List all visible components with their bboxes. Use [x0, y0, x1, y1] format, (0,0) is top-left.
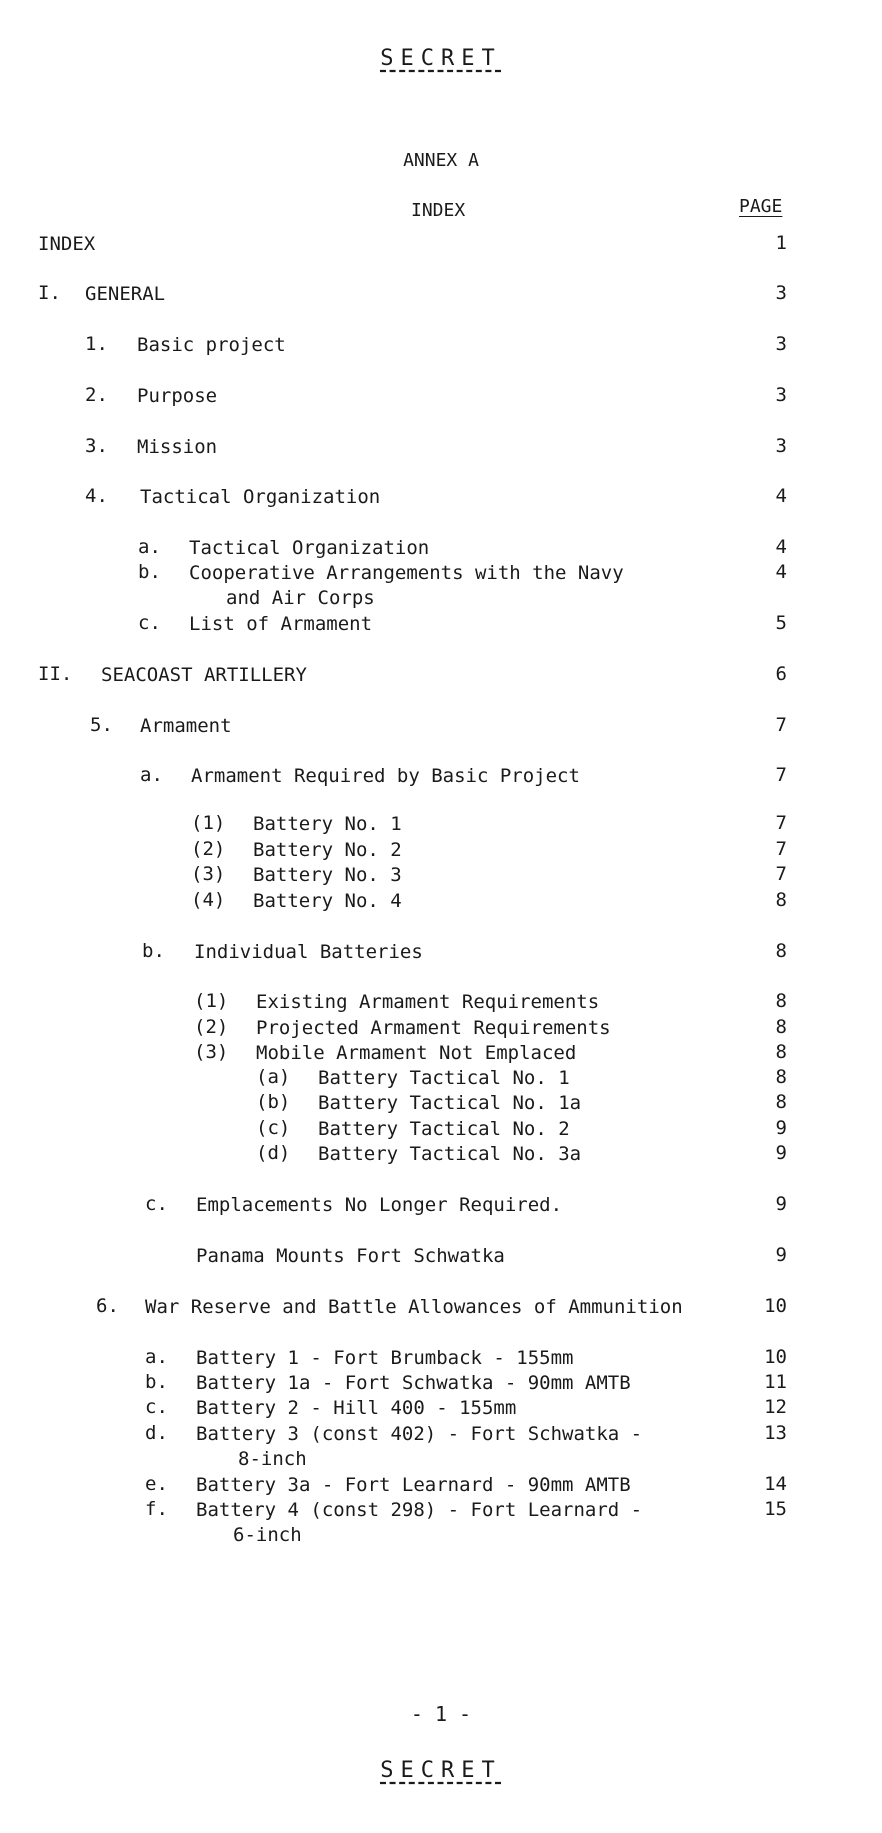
- toc-entry: [0, 1346, 882, 1371]
- toc-entry-number: c.: [138, 612, 161, 634]
- toc-entry-number: (2): [194, 1016, 229, 1038]
- toc-entry-number: II.: [38, 663, 73, 685]
- toc-entry-number: (a): [256, 1066, 291, 1088]
- toc-entry: [0, 889, 882, 914]
- toc-entry-title: Battery Tactical No. 1a: [318, 1092, 582, 1114]
- toc-entry: [0, 1117, 882, 1142]
- toc-entry-page-number: 3: [775, 333, 787, 355]
- toc-entry-number: e.: [145, 1473, 168, 1495]
- toc-entry-number: f.: [145, 1498, 168, 1520]
- toc-entry: [0, 863, 882, 888]
- toc-entry-number: I.: [38, 282, 61, 304]
- toc-entry-title: Emplacements No Longer Required.: [196, 1194, 563, 1216]
- toc-entry-page-number: 7: [775, 764, 787, 786]
- toc-entry-page-number: 4: [775, 561, 787, 583]
- toc-entry-page-number: 8: [775, 1091, 787, 1113]
- toc-entry-page-number: 8: [775, 990, 787, 1012]
- toc-entry-title: Battery No. 3: [253, 864, 402, 886]
- toc-entry-title: Armament: [140, 715, 232, 737]
- toc-entry-title: Panama Mounts Fort Schwatka: [196, 1245, 505, 1267]
- toc-entry-number: a.: [140, 764, 163, 786]
- toc-entry: [0, 1473, 882, 1498]
- toc-entry-title: List of Armament: [189, 613, 373, 635]
- toc-entry-page-number: 8: [775, 940, 787, 962]
- toc-entry-page-number: 9: [775, 1193, 787, 1215]
- toc-entry: [0, 1041, 882, 1066]
- toc-entry-title: Cooperative Arrangements with the Navy: [189, 562, 624, 584]
- toc-entry-title-continued: and Air Corps: [226, 587, 375, 609]
- toc-entry-title: Battery 3 (const 402) - Fort Schwatka -: [196, 1423, 643, 1445]
- toc-entry: [0, 384, 882, 409]
- toc-entry-title: Battery No. 2: [253, 839, 402, 861]
- toc-entry-page-number: 9: [775, 1244, 787, 1266]
- toc-entry-title: Projected Armament Requirements: [256, 1017, 611, 1039]
- toc-entry-number: (3): [194, 1041, 229, 1063]
- toc-entry-number: b.: [145, 1371, 168, 1393]
- toc-entry-title: Battery 3a - Fort Learnard - 90mm AMTB: [196, 1474, 631, 1496]
- toc-entry-page-number: 7: [775, 838, 787, 860]
- toc-entry: [0, 232, 882, 257]
- toc-entry-number: a.: [138, 536, 161, 558]
- toc-entry-page-number: 7: [775, 812, 787, 834]
- toc-entry-page-number: 7: [775, 863, 787, 885]
- classification-header: SECRET: [380, 46, 502, 71]
- toc-entry-number: (1): [194, 990, 229, 1012]
- toc-entry-number: 3.: [85, 435, 108, 457]
- toc-entry: [0, 1091, 882, 1116]
- toc-entry-page-number: 14: [764, 1473, 787, 1495]
- toc-entry-page-number: 8: [775, 889, 787, 911]
- toc-entry: [0, 1016, 882, 1041]
- toc-entry: [0, 940, 882, 965]
- toc-entry-title: Battery 2 - Hill 400 - 155mm: [196, 1397, 517, 1419]
- toc-entry: [0, 1066, 882, 1091]
- footer-page-number: - 1 -: [410, 1702, 472, 1726]
- toc-entry-number: b.: [142, 940, 165, 962]
- toc-entry-title: Existing Armament Requirements: [256, 991, 600, 1013]
- toc-entry: [0, 812, 882, 837]
- toc-entry-title: Mission: [137, 436, 218, 458]
- toc-entry-page-number: 9: [775, 1117, 787, 1139]
- toc-entry-title: SEACOAST ARTILLERY: [101, 664, 307, 686]
- toc-entry-title: Battery Tactical No. 1: [318, 1067, 570, 1089]
- toc-entry-page-number: 3: [775, 435, 787, 457]
- toc-entry-page-number: 7: [775, 714, 787, 736]
- toc-entry-number: (b): [256, 1091, 291, 1113]
- toc-entry: [0, 990, 882, 1015]
- toc-entry-page-number: 4: [775, 536, 787, 558]
- toc-entry-title: Battery Tactical No. 3a: [318, 1143, 582, 1165]
- toc-entry-number: 6.: [96, 1295, 119, 1317]
- toc-entry-title: Purpose: [137, 385, 218, 407]
- toc-entry-number: 5.: [90, 714, 113, 736]
- toc-entry-title: Basic project: [137, 334, 286, 356]
- toc-entry-page-number: 3: [775, 384, 787, 406]
- toc-entry: [0, 714, 882, 739]
- toc-entry: [0, 536, 882, 561]
- toc-entry-page-number: 10: [764, 1346, 787, 1368]
- toc-entry-title: Mobile Armament Not Emplaced: [256, 1042, 577, 1064]
- classification-footer: SECRET: [380, 1758, 502, 1783]
- toc-entry-number: (3): [191, 863, 226, 885]
- toc-entry-title: War Reserve and Battle Allowances of Ammunition: [145, 1296, 683, 1318]
- toc-entry-number: c.: [145, 1396, 168, 1418]
- toc-entry-title: Tactical Organization: [189, 537, 430, 559]
- toc-entry-title: Individual Batteries: [194, 941, 423, 963]
- toc-entry: [0, 1142, 882, 1167]
- toc-entry-page-number: 5: [775, 612, 787, 634]
- toc-entry-number: a.: [145, 1346, 168, 1368]
- toc-entry-page-number: 13: [764, 1422, 787, 1444]
- toc-entry-number: 2.: [85, 384, 108, 406]
- toc-entry-number: 4.: [85, 485, 108, 507]
- toc-entry-number: 1.: [85, 333, 108, 355]
- page-column-header: PAGE: [739, 196, 783, 217]
- toc-entry: [0, 1193, 882, 1218]
- toc-entry-title: Tactical Organization: [140, 486, 381, 508]
- toc-entry: [0, 764, 882, 789]
- toc-entry-number: (d): [256, 1142, 291, 1164]
- toc-entry-title: Battery No. 1: [253, 813, 402, 835]
- toc-entry: [0, 1422, 882, 1472]
- toc-entry-page-number: 10: [764, 1295, 787, 1317]
- toc-entry: [0, 612, 882, 637]
- toc-entry: [0, 663, 882, 688]
- toc-entry: [0, 1498, 882, 1548]
- toc-entry-number: d.: [145, 1422, 168, 1444]
- toc-entry: [0, 282, 882, 307]
- toc-entry: [0, 485, 882, 510]
- toc-entry: [0, 1396, 882, 1421]
- toc-entry: [0, 1371, 882, 1396]
- toc-entry: [0, 838, 882, 863]
- toc-entry-title-continued: 8-inch: [238, 1448, 307, 1470]
- annex-title: ANNEX A: [403, 150, 479, 171]
- toc-entry-page-number: 11: [764, 1371, 787, 1393]
- toc-entry-page-number: 6: [775, 663, 787, 685]
- toc-entry: [0, 1244, 882, 1269]
- toc-entry-title: Battery 1 - Fort Brumback - 155mm: [196, 1347, 574, 1369]
- index-title: INDEX: [411, 200, 466, 221]
- toc-entry-page-number: 15: [764, 1498, 787, 1520]
- toc-entry: [0, 561, 882, 611]
- toc-entry: [0, 333, 882, 358]
- toc-entry-page-number: 12: [764, 1396, 787, 1418]
- toc-entry-number: (c): [256, 1117, 291, 1139]
- toc-entry-title: Battery 4 (const 298) - Fort Learnard -: [196, 1499, 643, 1521]
- toc-entry-number: c.: [145, 1193, 168, 1215]
- toc-entry-title: INDEX: [38, 233, 96, 255]
- toc-entry-page-number: 9: [775, 1142, 787, 1164]
- toc-entry-page-number: 8: [775, 1041, 787, 1063]
- toc-entry: [0, 435, 882, 460]
- toc-entry-page-number: 8: [775, 1066, 787, 1088]
- toc-entry-page-number: 3: [775, 282, 787, 304]
- toc-entry-page-number: 1: [775, 232, 787, 254]
- toc-entry-number: b.: [138, 561, 161, 583]
- toc-entry-title: Armament Required by Basic Project: [191, 765, 580, 787]
- toc-entry-title: Battery No. 4: [253, 890, 402, 912]
- toc-entry-title: Battery 1a - Fort Schwatka - 90mm AMTB: [196, 1372, 631, 1394]
- toc-entry: [0, 1295, 882, 1320]
- toc-entry-number: (4): [191, 889, 226, 911]
- toc-entry-page-number: 4: [775, 485, 787, 507]
- toc-entry-title: Battery Tactical No. 2: [318, 1118, 570, 1140]
- toc-entry-number: (1): [191, 812, 226, 834]
- toc-entry-title: GENERAL: [85, 283, 166, 305]
- toc-entry-page-number: 8: [775, 1016, 787, 1038]
- toc-entry-title-continued: 6-inch: [233, 1524, 302, 1546]
- toc-entry-number: (2): [191, 838, 226, 860]
